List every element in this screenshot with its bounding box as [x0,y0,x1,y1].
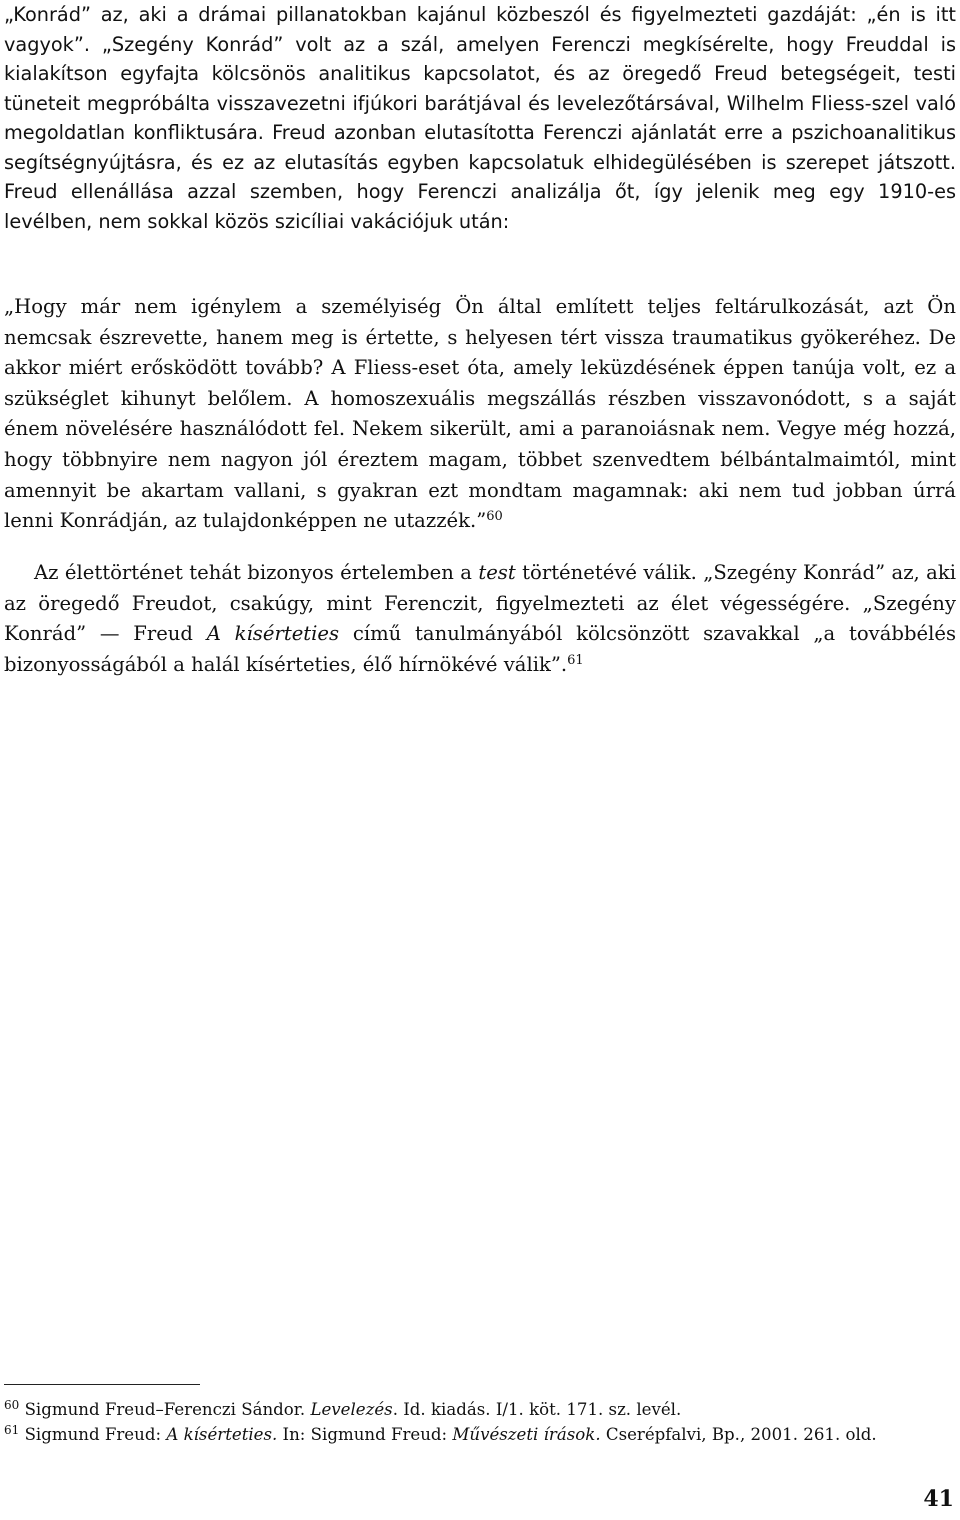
footnote-text: In: Sigmund Freud: [277,1425,453,1444]
footnote-italic: A kísérteties. [166,1425,278,1444]
paragraph-2-italic-2: A kísérteties [206,622,340,646]
footnote-60 [4,1399,956,1421]
footnote-text: Sigmund Freud: [24,1425,167,1444]
body-paragraph-1: „Konrád” az, aki a drámai pillanatokban kajánul közbeszól és figyelmezteti gazdáját: „én is itt vagyok”. „Szegény Konrád” volt az a szál, amelyen Ferenczi megkísérelte, hogy Freuddal is kialakítson egyfajta kölcsönös analitikus kapcsolatot, és az öregedő Freud betegségeit, testi tüneteit megpróbálta visszavezetni ifjúkori barátjával és levelezőtársával, Wilhelm Fliess-szel való megoldatlan konfliktusára. Freud azonban elutasította Ferenczi ajánlatát erre a pszichoanalitikus segítségnyújtásra, és ez az elutasítás egyben kapcsolatuk elhidegülésében is szerepet játszott. Freud ellenállása azzal szemben, hogy Ferenczi analizálja őt, így jelenik meg egy 1910-es levélben, nem sokkal közös szicíliai vakációjuk után: [4,3,956,233]
footnote-text: . Id. kiadás. I/1. köt. 171. sz. levél. [392,1400,682,1419]
paragraph-2-italic-1: test [478,561,516,584]
footnote-divider [4,1384,200,1385]
footnote-italic: Művészeti írások. [452,1425,601,1444]
footnote-italic: Levelezés [310,1400,393,1419]
page-number: 41 [923,1486,954,1512]
footnote-number: 60 [4,1398,20,1412]
quote-text: „Hogy már nem igénylem a személyiség Ön által említett teljes feltárulkozását, azt Ön nemcsak észrevette, hanem meg is értette, s helyesen tért vissza traumatikus gyökeréhez. De akkor miért erősködött tovább? A Fliess-eset óta, amely leküzdésének éppen tanúja volt, ez a szükséglet kihunyt belőlem. A homoszexuális megszállás részben visszavonódott, s a saját énem növelésére használódott fel. Nekem sikerült, ami a paranoiásnak nem. Vegye még hozzá, hogy többnyire nem nagyon jól éreztem magam, többet szenvedtem bélbántalmaimtól, mint amennyit be akartam vallani, s gyakran ezt mondtam magamnak: aki nem tud jobban úrrá lenni Konrádján, az tulajdonképpen ne utazzék.” [4,295,956,533]
paragraph-2-part-3: című tanulmányából kölcsönzött szavakkal „a továbbélés bizonyosságából a halál kísérteties, élő hírnökévé válik”. [4,622,957,676]
footnote-ref-61[interactable]: 61 [567,652,584,668]
footnote-61 [4,1424,956,1446]
footnote-text: Sigmund Freud–Ferenczi Sándor. [24,1400,311,1419]
paragraph-2-part-1: Az élettörténet tehát bizonyos értelemben a [34,561,479,584]
body-paragraph-2 [4,558,956,680]
block-quote [4,292,956,537]
footnote-ref-60[interactable]: 60 [486,509,503,525]
footnote-text: Cserépfalvi, Bp., 2001. 261. old. [600,1425,877,1444]
footnote-number: 61 [4,1423,20,1437]
paragraph-2-part-2: történetévé válik. „Szegény Konrád” az, aki az öregedő Freudot, csakúgy, mint Ferenczit, figyelmezteti az élet végességére. „Szegény Konrád” — Freud [4,561,956,646]
